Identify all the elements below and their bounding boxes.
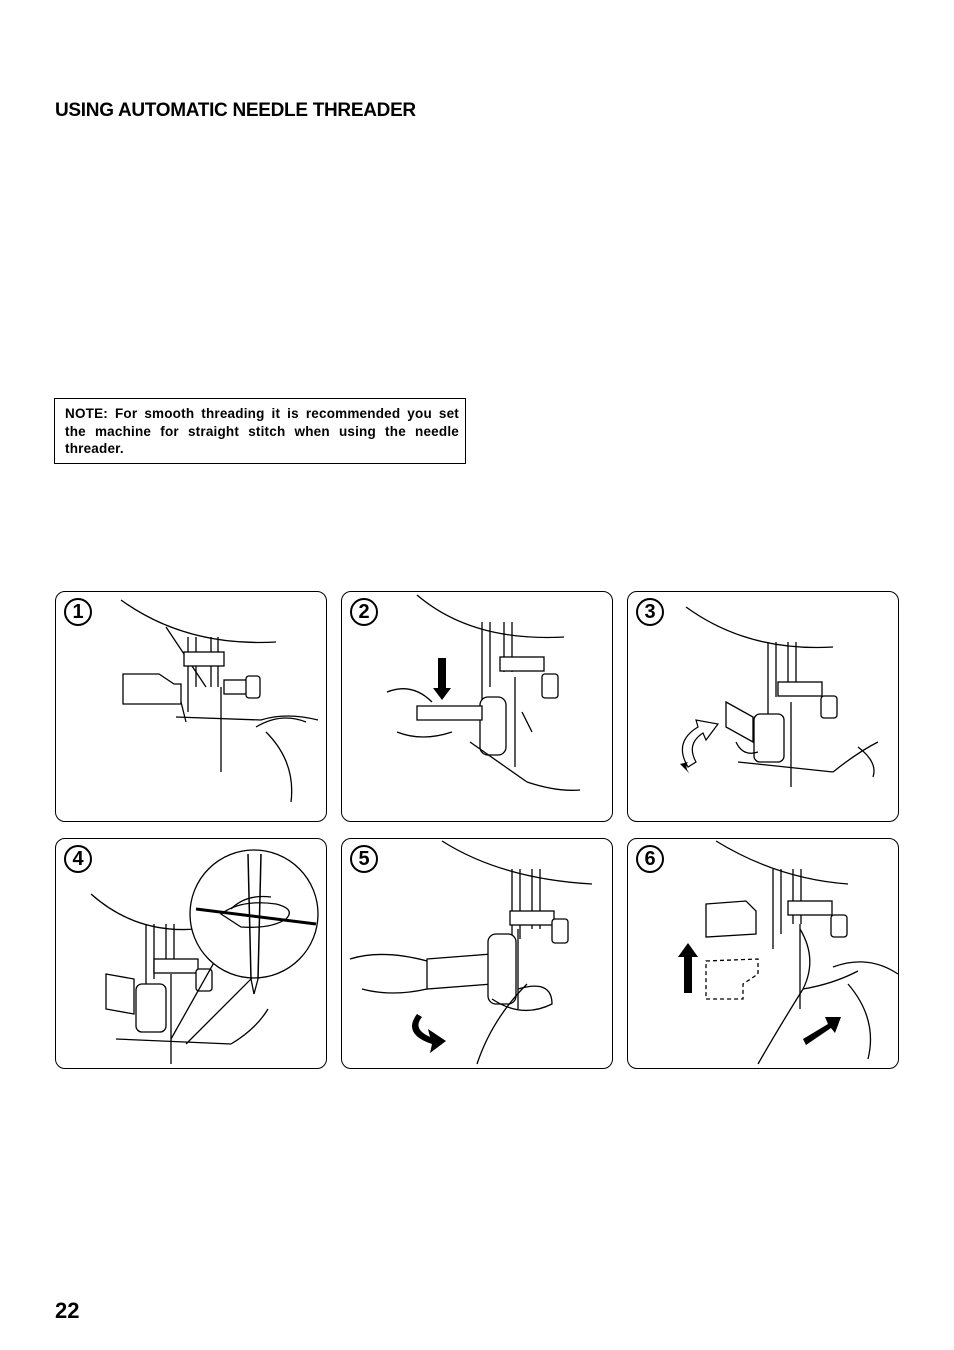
needle-threader-illustration-4 — [56, 839, 326, 1068]
step-panel-3 — [627, 591, 899, 822]
step-panel-4 — [55, 838, 327, 1069]
note-box: NOTE: For smooth threading it is recommended you set the machine for straight stitch when using the needle threader. — [54, 398, 466, 464]
needle-threader-illustration-1 — [56, 592, 326, 821]
step-number: 3 — [636, 598, 664, 626]
step-panel-6 — [627, 838, 899, 1069]
step-panel-5 — [341, 838, 613, 1069]
step-panel-1 — [55, 591, 327, 822]
needle-threader-illustration-6 — [628, 839, 898, 1068]
section-heading: USING AUTOMATIC NEEDLE THREADER — [55, 100, 416, 121]
step-panel-2 — [341, 591, 613, 822]
step-number: 5 — [350, 845, 378, 873]
step-number: 1 — [64, 598, 92, 626]
step-number: 2 — [350, 598, 378, 626]
needle-threader-illustration-2 — [342, 592, 612, 821]
needle-threader-illustration-5 — [342, 839, 612, 1068]
step-number: 4 — [64, 845, 92, 873]
step-number: 6 — [636, 845, 664, 873]
page-number: 22 — [55, 1298, 80, 1323]
needle-threader-illustration-3 — [628, 592, 898, 821]
